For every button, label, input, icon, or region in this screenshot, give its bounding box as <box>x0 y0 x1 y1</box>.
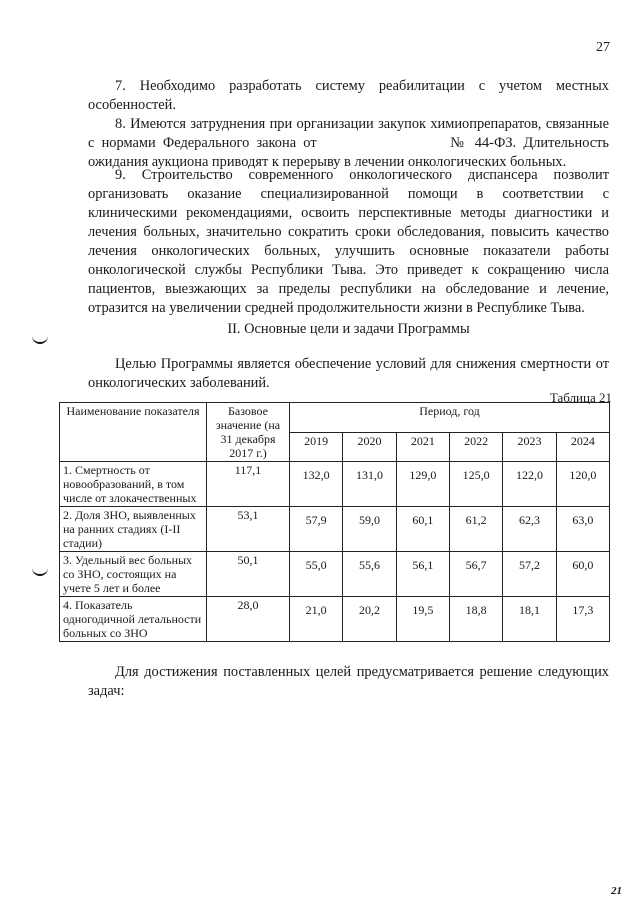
paragraph-7 <box>88 77 609 115</box>
row-value: 55,0 <box>290 552 343 597</box>
row-name: 1. Смертность от новообразований, в том числе от злокачественных <box>60 462 207 507</box>
row-value: 61,2 <box>449 507 502 552</box>
row-name: 2. Доля ЗНО, выявленных на ранних стадиях (I-II стадии) <box>60 507 207 552</box>
row-base: 28,0 <box>207 597 290 642</box>
header-year: 2022 <box>449 432 502 462</box>
paragraph-9-text: 9. Строительство современного онкологического диспансера позволит организовать оказание специализированной помощи в соответствии с клиническими рекомендациями, освоить перспективные методы диагностики и лечения больных, значительно сократить сроки обследования, повысить качество лечения онкологических больных, улучшить основные показатели работы онкологической службы Республики Тыва. Это приведет к сокращению числа пациентов, выезжающих за пределы республики на обследование и лечение, отразится на увеличении средней продолжительности жизни в Республике Тыва. <box>88 167 609 316</box>
paragraph-8-text <box>88 115 609 172</box>
table-row <box>60 462 610 507</box>
paragraph-8-part-2: № 44-ФЗ. Длительность ожидания аукциона приводят к перерыву в лечении онкологических больных. <box>88 135 609 170</box>
row-value: 56,7 <box>449 552 502 597</box>
row-value: 21,0 <box>290 597 343 642</box>
header-year: 2023 <box>503 432 556 462</box>
row-value: 57,2 <box>503 552 556 597</box>
row-value: 62,3 <box>503 507 556 552</box>
row-value: 18,1 <box>503 597 556 642</box>
paragraph-8 <box>88 115 609 172</box>
row-name: 4. Показатель одногодичной летальности больных со ЗНО <box>60 597 207 642</box>
indicators-table <box>59 402 610 642</box>
row-value: 122,0 <box>503 462 556 507</box>
row-value: 56,1 <box>396 552 449 597</box>
paragraph-8-part-1: 8. Имеются затруднения при организации закупок химиопрепаратов, связанные с нормами Федерального закона от <box>88 116 609 151</box>
paragraph-9 <box>88 166 609 318</box>
row-value: 60,0 <box>556 552 609 597</box>
goal-paragraph <box>88 355 609 393</box>
margin-mark <box>32 336 48 344</box>
tasks-paragraph <box>88 663 609 701</box>
row-value: 132,0 <box>290 462 343 507</box>
row-value: 120,0 <box>556 462 609 507</box>
header-year: 2021 <box>396 432 449 462</box>
header-year: 2024 <box>556 432 609 462</box>
table-header-row <box>60 403 610 433</box>
row-value: 55,6 <box>343 552 396 597</box>
goal-text: Целью Программы является обеспечение условий для снижения смертности от онкологических заболеваний. <box>88 356 609 391</box>
row-value: 63,0 <box>556 507 609 552</box>
paragraph-7-text: 7. Необходимо разработать систему реабилитации с учетом местных особенностей. <box>88 78 609 113</box>
row-base: 117,1 <box>207 462 290 507</box>
header-name: Наименование показателя <box>60 403 207 462</box>
row-value: 125,0 <box>449 462 502 507</box>
section-heading: II. Основные цели и задачи Программы <box>227 321 470 337</box>
table-row <box>60 597 610 642</box>
header-base: Базовое значение (на 31 декабря 2017 г.) <box>207 403 290 462</box>
margin-mark <box>32 568 48 576</box>
header-period: Период, год <box>290 403 610 433</box>
row-name: 3. Удельный вес больных со ЗНО, состоящих на учете 5 лет и более <box>60 552 207 597</box>
row-base: 53,1 <box>207 507 290 552</box>
row-value: 131,0 <box>343 462 396 507</box>
tasks-text: Для достижения поставленных целей предусматривается решение следующих задач: <box>88 664 609 699</box>
row-value: 19,5 <box>396 597 449 642</box>
row-value: 129,0 <box>396 462 449 507</box>
header-year: 2019 <box>290 432 343 462</box>
table-row <box>60 552 610 597</box>
table-row <box>60 507 610 552</box>
row-value: 59,0 <box>343 507 396 552</box>
row-value: 17,3 <box>556 597 609 642</box>
header-year: 2020 <box>343 432 396 462</box>
row-base: 50,1 <box>207 552 290 597</box>
row-value: 18,8 <box>449 597 502 642</box>
table-caption: Таблица 21 <box>549 390 612 405</box>
handwritten-page-mark: 21 <box>611 885 622 897</box>
row-value: 60,1 <box>396 507 449 552</box>
page-number: 27 <box>596 40 610 55</box>
row-value: 57,9 <box>290 507 343 552</box>
row-value: 20,2 <box>343 597 396 642</box>
